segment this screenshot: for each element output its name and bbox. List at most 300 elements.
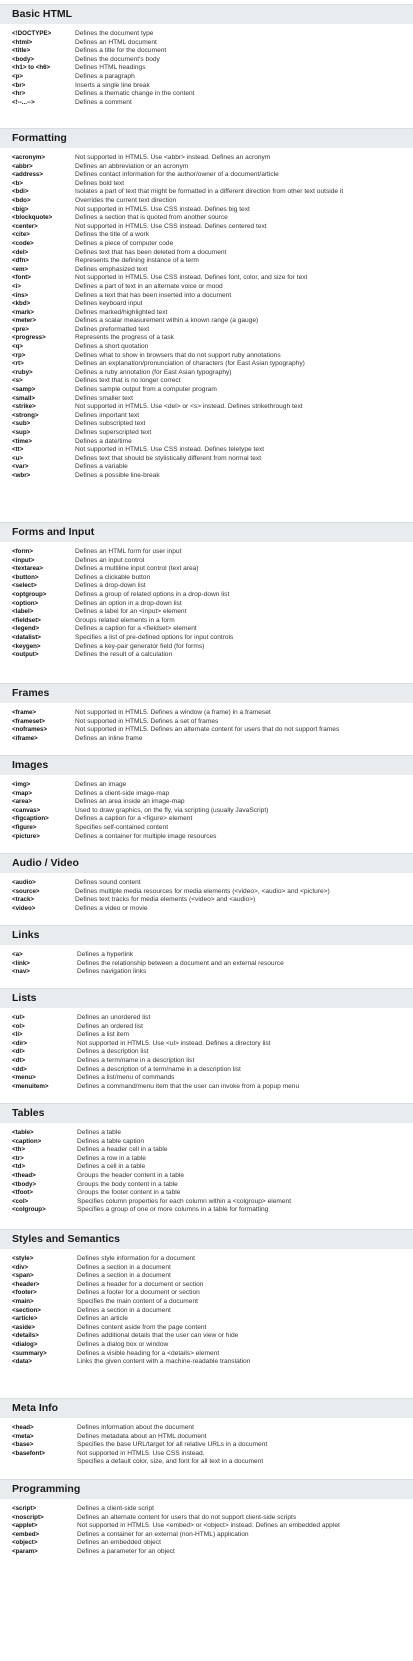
entry-row (0, 1441, 413, 1450)
entry-description: Defines an inline frame (75, 734, 143, 742)
entry-tag: <!--...--> (12, 98, 35, 106)
entry-row (0, 360, 413, 369)
entry-tag: <map> (12, 789, 32, 797)
entry-description: Defines a list item (77, 1031, 130, 1039)
entry-row (0, 47, 413, 56)
entry-description: Defines subscripted text (75, 420, 146, 428)
entry-description: Links the given content with a machine-readable translation (77, 1358, 251, 1366)
section-header (0, 683, 413, 703)
entry-row (0, 1129, 413, 1138)
entry-description: Defines an HTML document (75, 38, 157, 46)
entry-row (0, 824, 413, 833)
entry-row (0, 557, 413, 566)
entry-description: Defines a clickable button (75, 573, 151, 581)
entry-list (0, 30, 413, 107)
entry-row (0, 1458, 413, 1467)
entry-description: Defines superscripted text (75, 429, 152, 436)
entry-row (0, 1514, 413, 1523)
entry-row (0, 1189, 413, 1198)
entry-description: Defines sound content (75, 879, 141, 886)
entry-tag: <caption> (12, 1137, 42, 1145)
entry-tag: <param> (12, 1547, 38, 1555)
entry-row (0, 283, 413, 292)
entry-list (0, 548, 413, 660)
entry-tag: <iframe> (12, 734, 38, 742)
entry-row (0, 420, 413, 429)
entry-tag: <label> (12, 608, 34, 616)
section-programming (0, 1479, 413, 1555)
entry-row (0, 257, 413, 266)
entry-row (0, 726, 413, 735)
entry-tag: <font> (12, 274, 31, 282)
entry-tag: <var> (12, 463, 29, 471)
entry-row (0, 709, 413, 718)
entry-row (0, 56, 413, 65)
entry-description: Defines what to show in browsers that do not support ruby annotations (75, 351, 281, 359)
entry-row (0, 1332, 413, 1341)
entry-description: Groups the body content in a table (77, 1180, 178, 1188)
entry-description: Not supported in HTML5. Use <embed> or <object> instead. Defines an embedded applet (77, 1522, 340, 1530)
entry-tag: <track> (12, 896, 35, 904)
entry-description: Defines a visible heading for a <details> element (77, 1349, 220, 1357)
entry-tag: <audio> (12, 879, 36, 886)
entry-description: Defines a footer for a document or section (77, 1289, 200, 1297)
entry-row (0, 463, 413, 472)
entry-tag: <code> (12, 239, 34, 247)
entry-description: Specifies self-contained content (75, 823, 169, 831)
entry-description: Defines a caption for a <figure> element (75, 815, 193, 823)
entry-tag: <area> (12, 798, 32, 806)
entry-row (0, 807, 413, 816)
entry-row (0, 326, 413, 335)
entry-row (0, 1138, 413, 1147)
entry-row (0, 352, 413, 361)
entry-row (0, 188, 413, 197)
section-title: Programming (12, 1483, 81, 1495)
entry-description: Defines a drop-down list (75, 582, 146, 590)
entry-row (0, 798, 413, 807)
entry-description: Defines a list/menu of commands (77, 1074, 175, 1082)
entry-tag: <p> (12, 72, 24, 80)
entry-tag: <!DOCTYPE> (12, 30, 52, 37)
entry-row (0, 266, 413, 275)
entry-list (0, 1129, 413, 1215)
entry-row (0, 1172, 413, 1181)
entry-tag: <col> (12, 1197, 29, 1205)
entry-row (0, 1350, 413, 1359)
entry-description: Represents the defining instance of a term (75, 257, 199, 265)
section-basic-html (0, 4, 413, 106)
entry-description: Not supported in HTML5. Use CSS instead. (77, 1449, 205, 1457)
entry-row (0, 905, 413, 914)
entry-tag: <mark> (12, 308, 35, 316)
entry-description: Defines additional details that the user can view or hide (77, 1332, 239, 1340)
entry-tag: <strong> (12, 411, 39, 419)
entry-row (0, 1057, 413, 1066)
entry-tag: <acronym> (12, 154, 46, 161)
entry-row (0, 1155, 413, 1164)
entry-description: Defines an embedded object (77, 1539, 161, 1547)
entry-description: Defines an unordered list (77, 1014, 151, 1021)
entry-list (0, 154, 413, 481)
entry-description: Defines a text that has been inserted into a document (75, 291, 232, 299)
entry-description: Not supported in HTML5. Use <del> or <s> instead. Defines strikethrough text (75, 403, 303, 411)
entry-tag: <html> (12, 38, 33, 46)
entry-description: Defines contact information for the author/owner of a document/article (75, 171, 279, 179)
section-header (0, 853, 413, 873)
entry-description: Defines a part of text in an alternate voice or mood (75, 282, 223, 290)
entry-tag: <option> (12, 599, 39, 607)
section-audio-video (0, 853, 413, 912)
entry-row (0, 274, 413, 283)
entry-description: Defines a short quotation (75, 343, 149, 351)
entry-description: Defines a cell in a table (77, 1163, 146, 1171)
entry-row (0, 625, 413, 634)
section-title: Forms and Input (12, 526, 95, 538)
entry-row (0, 334, 413, 343)
entry-row (0, 651, 413, 660)
entry-row (0, 292, 413, 301)
section-header (0, 128, 413, 148)
entry-description: Not supported in HTML5. Use CSS instead. Defines big text (75, 205, 250, 213)
entry-description: Defines text tracks for media elements (<video> and <audio>) (75, 896, 256, 904)
entry-description: Defines a piece of computer code (75, 239, 174, 247)
entry-tag: <td> (12, 1163, 26, 1171)
entry-tag: <input> (12, 556, 35, 564)
entry-tag: <title> (12, 47, 31, 55)
entry-row (0, 1040, 413, 1049)
entry-tag: <script> (12, 1505, 37, 1512)
entry-tag: <i> (12, 282, 21, 290)
entry-tag: <q> (12, 343, 24, 351)
entry-tag: <tbody> (12, 1180, 37, 1188)
entry-description: Specifies a default color, size, and font for all text in a document (77, 1458, 264, 1466)
entry-row (0, 317, 413, 326)
entry-list (0, 1014, 413, 1091)
entry-description: Defines a row in a table (77, 1154, 146, 1162)
entry-tag: <body> (12, 55, 35, 63)
entry-description: Defines an input control (75, 556, 145, 564)
entry-description: Defines the relationship between a document and an external resource (77, 959, 284, 967)
entry-list (0, 1255, 413, 1367)
entry-tag: <menuitem> (12, 1082, 49, 1090)
entry-description: Defines a hyperlink (77, 951, 134, 958)
entry-description: Defines emphasized text (75, 265, 148, 273)
entry-row (0, 455, 413, 464)
section-formatting (0, 128, 413, 479)
section-header (0, 522, 413, 542)
section-forms-and-input (0, 522, 413, 659)
entry-description: Defines important text (75, 411, 140, 419)
section-tables (0, 1103, 413, 1214)
entry-description: Defines metadata about an HTML document (77, 1432, 207, 1440)
entry-tag: <small> (12, 394, 36, 402)
entry-tag: <summary> (12, 1349, 47, 1357)
entry-tag: <dialog> (12, 1340, 38, 1348)
section-title: Audio / Video (12, 857, 79, 869)
entry-tag: <tr> (12, 1154, 24, 1162)
entry-tag: <nav> (12, 968, 30, 976)
entry-description: Defines a client-side script (77, 1505, 154, 1512)
entry-description: Groups the header content in a table (77, 1171, 185, 1179)
section-title: Formatting (12, 132, 67, 144)
entry-description: Groups the footer content in a table (77, 1189, 181, 1197)
entry-tag: <b> (12, 179, 24, 187)
entry-description: Defines a section that is quoted from another source (75, 214, 228, 222)
entry-tag: <thead> (12, 1171, 36, 1179)
entry-description: Defines keyboard input (75, 300, 143, 308)
entry-description: Not supported in HTML5. Use CSS instead. Defines centered text (75, 222, 267, 230)
entry-row (0, 600, 413, 609)
entry-row (0, 548, 413, 557)
entry-tag: <abbr> (12, 162, 33, 170)
entry-tag: <style> (12, 1255, 34, 1262)
entry-description: Defines a scalar measurement within a known range (a gauge) (75, 317, 259, 325)
entry-description: Groups related elements in a form (75, 616, 175, 624)
entry-row (0, 591, 413, 600)
entry-description: Defines a header for a document or section (77, 1280, 204, 1288)
entry-tag: <th> (12, 1146, 26, 1154)
entry-row (0, 30, 413, 39)
entry-row (0, 214, 413, 223)
entry-tag: <source> (12, 887, 40, 895)
entry-tag: <keygen> (12, 642, 41, 650)
entry-description: Not supported in HTML5. Defines an alternate content for users that do not support frames (75, 726, 340, 734)
entry-tag: <hr> (12, 90, 26, 98)
entry-description: Defines content aside from the page content (77, 1323, 207, 1331)
entry-tag: <form> (12, 548, 33, 555)
entry-tag: <tfoot> (12, 1189, 33, 1197)
entry-tag: <noscript> (12, 1513, 44, 1521)
entry-tag: <legend> (12, 625, 40, 633)
entry-description: Defines a client-side image-map (75, 789, 170, 797)
section-header (0, 1479, 413, 1499)
entry-row (0, 896, 413, 905)
entry-description: Defines marked/highlighted text (75, 308, 168, 316)
entry-row (0, 1298, 413, 1307)
entry-description: Defines a container for multiple image resources (75, 832, 217, 840)
entry-description: Defines a date/time (75, 437, 132, 445)
entry-description: Defines an area inside an image-map (75, 798, 185, 806)
entry-list (0, 781, 413, 841)
entry-description: Specifies a group of one or more columns in a table for formatting (77, 1206, 269, 1214)
entry-tag: <s> (12, 377, 23, 385)
entry-tag: <base> (12, 1441, 34, 1449)
entry-tag: <wbr> (12, 471, 31, 479)
entry-tag: <aside> (12, 1323, 36, 1331)
entry-description: Defines an article (77, 1315, 128, 1323)
entry-row (0, 438, 413, 447)
entry-description: Defines an option in a drop-down list (75, 599, 182, 607)
entry-row (0, 1539, 413, 1548)
entry-tag: <dfn> (12, 257, 29, 265)
section-styles-and-semantics (0, 1229, 413, 1366)
entry-row (0, 180, 413, 189)
entry-row (0, 446, 413, 455)
entry-row (0, 1074, 413, 1083)
entry-description: Defines a paragraph (75, 72, 135, 80)
entry-tag: <optgroup> (12, 590, 47, 598)
entry-tag: <li> (12, 1031, 23, 1039)
entry-row (0, 815, 413, 824)
entry-description: Defines a video or movie (75, 904, 148, 912)
entry-tag: <picture> (12, 832, 40, 840)
entry-tag: <tt> (12, 446, 24, 454)
entry-list (0, 951, 413, 977)
entry-row (0, 472, 413, 481)
entry-row (0, 1522, 413, 1531)
entry-tag: <address> (12, 171, 43, 179)
entry-row (0, 643, 413, 652)
entry-tag: <dl> (12, 1048, 25, 1056)
entry-description: Defines text that should be stylistically different from normal text (75, 454, 262, 462)
entry-tag: <samp> (12, 386, 36, 394)
entry-description: Defines smaller text (75, 394, 133, 402)
entry-description: Defines preformatted text (75, 325, 150, 333)
entry-tag: <meter> (12, 317, 37, 325)
entry-description: Defines text that has been deleted from a document (75, 248, 227, 256)
entry-tag: <figcaption> (12, 815, 49, 823)
section-header (0, 988, 413, 1008)
entry-row (0, 1083, 413, 1092)
entry-row (0, 1548, 413, 1557)
entry-description: Not supported in HTML5. Defines a set of frames (75, 717, 219, 725)
entry-description: Overrides the current text direction (75, 196, 177, 204)
entry-row (0, 90, 413, 99)
entry-tag: <sup> (12, 429, 31, 436)
entry-description: Defines a ruby annotation (for East Asian typography) (75, 368, 232, 376)
entry-row (0, 1281, 413, 1290)
entry-row (0, 223, 413, 232)
entry-tag: <button> (12, 573, 39, 581)
entry-description: Defines a term/name in a description list (77, 1056, 195, 1064)
entry-description: Specifies the main content of a document (77, 1297, 198, 1305)
entry-row (0, 1341, 413, 1350)
entry-tag: <ins> (12, 291, 29, 299)
entry-row (0, 240, 413, 249)
entry-description: Defines an alternate content for users that do not support client-side scripts (77, 1513, 297, 1521)
entry-row (0, 82, 413, 91)
section-title: Links (12, 929, 40, 941)
entry-row (0, 1358, 413, 1367)
entry-tag: <select> (12, 582, 37, 590)
entry-tag: <video> (12, 904, 36, 912)
entry-tag: <footer> (12, 1289, 37, 1297)
entry-row (0, 1289, 413, 1298)
entry-tag: <noframes> (12, 726, 48, 734)
entry-description: Defines a variable (75, 463, 128, 471)
section-header (0, 1103, 413, 1123)
entry-row (0, 617, 413, 626)
entry-description: Defines the title of a work (75, 231, 150, 239)
entry-description: Defines a dialog box or window (77, 1340, 169, 1348)
entry-row (0, 1272, 413, 1281)
entry-tag: <ruby> (12, 368, 33, 376)
entry-tag: <em> (12, 265, 29, 273)
entry-row (0, 1206, 413, 1215)
entry-row (0, 833, 413, 842)
entry-list (0, 1424, 413, 1467)
section-title: Meta Info (12, 1402, 59, 1414)
entry-description: Defines sample output from a computer program (75, 386, 217, 394)
entry-description: Defines navigation links (77, 968, 147, 976)
section-title: Basic HTML (12, 8, 73, 20)
entry-description: Defines the document's body (75, 55, 160, 63)
entry-row (0, 574, 413, 583)
entry-row (0, 249, 413, 258)
entry-tag: <rp> (12, 351, 26, 359)
section-meta-info (0, 1398, 413, 1466)
entry-tag: <ul> (12, 1014, 25, 1021)
entry-row (0, 960, 413, 969)
entry-tag: <big> (12, 205, 29, 213)
entry-description: Defines a description of a term/name in a description list (77, 1065, 241, 1073)
entry-row (0, 879, 413, 888)
entry-description: Defines multiple media resources for media elements (<video>, <audio> and <picture>) (75, 887, 330, 895)
entry-description: Defines a comment (75, 98, 132, 106)
entry-description: Not supported in HTML5. Use <ul> instead. Defines a directory list (77, 1039, 271, 1047)
entry-row (0, 1146, 413, 1155)
entry-description: Defines a label for an <input> element (75, 608, 187, 616)
entry-row (0, 1505, 413, 1514)
entry-row (0, 395, 413, 404)
entry-row (0, 1531, 413, 1540)
entry-row (0, 64, 413, 73)
entry-row (0, 206, 413, 215)
entry-tag: <main> (12, 1297, 34, 1305)
entry-tag: <dt> (12, 1056, 26, 1064)
entry-row (0, 39, 413, 48)
entry-tag: <kbd> (12, 300, 31, 308)
entry-row (0, 1315, 413, 1324)
entry-description: Defines bold text (75, 179, 125, 187)
entry-row (0, 309, 413, 318)
entry-tag: <u> (12, 454, 24, 462)
entry-description: Specifies column properties for each column within a <colgroup> element (77, 1197, 292, 1205)
entry-row (0, 171, 413, 180)
section-title: Styles and Semantics (12, 1233, 120, 1245)
entry-row (0, 429, 413, 438)
entry-tag: <del> (12, 248, 29, 256)
section-header (0, 925, 413, 945)
entry-row (0, 1307, 413, 1316)
entry-description: Not supported in HTML5. Use CSS instead. Defines font, color, and size for text (75, 274, 308, 282)
entry-tag: <progress> (12, 334, 46, 342)
entry-tag: <br> (12, 81, 26, 89)
entry-description: Defines a possible line-break (75, 471, 160, 479)
entry-tag: <colgroup> (12, 1206, 46, 1214)
entry-description: Defines a section in a document (77, 1272, 171, 1280)
entry-tag: <table> (12, 1129, 34, 1136)
entry-row (0, 608, 413, 617)
entry-description: Represents the progress of a task (75, 334, 174, 342)
entry-tag: <rt> (12, 360, 24, 368)
entry-row (0, 565, 413, 574)
entry-description: Defines a command/menu item that the user can invoke from a popup menu (77, 1082, 300, 1090)
entry-tag: <h1> to <h6> (12, 64, 51, 72)
entry-description: Defines a group of related options in a drop-down list (75, 590, 230, 598)
entry-row (0, 634, 413, 643)
entry-list (0, 709, 413, 743)
entry-row (0, 197, 413, 206)
entry-description: Isolates a part of text that might be formatted in a different direction from other text outside it (75, 188, 344, 196)
entry-tag: <object> (12, 1539, 38, 1547)
entry-tag: <a> (12, 951, 23, 958)
entry-description: Defines an ordered list (77, 1022, 143, 1030)
entry-row (0, 343, 413, 352)
entry-row (0, 1255, 413, 1264)
entry-tag: <head> (12, 1424, 34, 1431)
